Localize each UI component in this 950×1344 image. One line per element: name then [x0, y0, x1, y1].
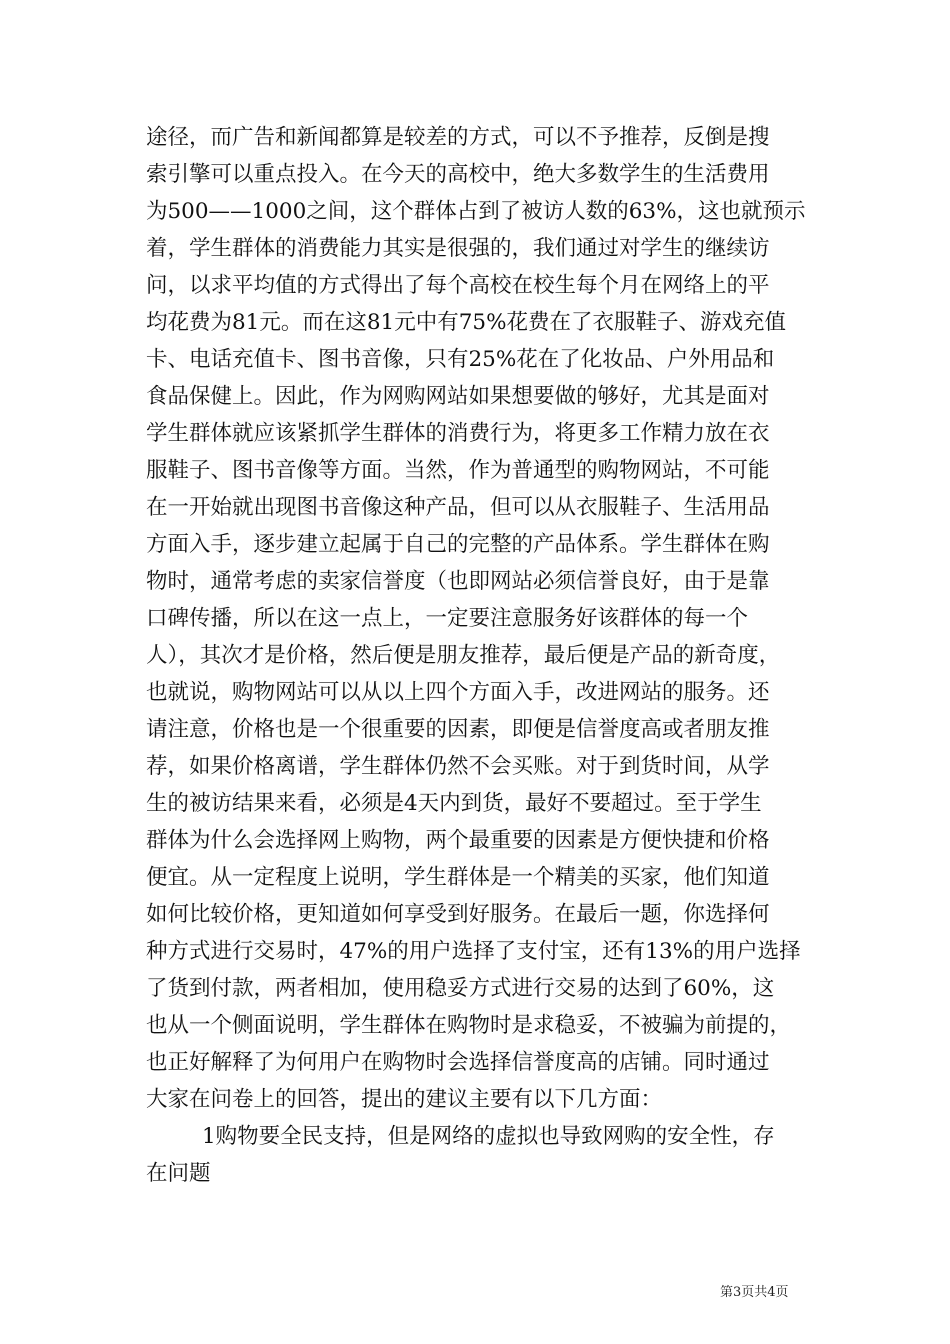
text-line: 物时，通常考虑的卖家信誉度（也即网站必须信誉良好，由于是靠 — [146, 569, 770, 594]
text-line: 在一开始就出现图书音像这种产品，但可以从衣服鞋子、生活用品 — [146, 495, 770, 520]
text-line: 种方式进行交易时，47%的用户选择了支付宝，还有13%的用户选择 — [146, 939, 801, 964]
text-line: 为500——1000之间，这个群体占到了被访人数的63%，这也就预示 — [146, 199, 806, 224]
text-line: 方面入手，逐步建立起属于自己的完整的产品体系。学生群体在购 — [146, 532, 770, 557]
text-line: 卡、电话充值卡、图书音像，只有25%花在了化妆品、户外用品和 — [146, 347, 775, 372]
text-line: 人），其次才是价格，然后便是朋友推荐，最后便是产品的新奇度， — [146, 643, 781, 668]
text-line: 如何比较价格，更知道如何享受到好服务。在最后一题，你选择何 — [146, 902, 770, 927]
text-line: 着，学生群体的消费能力其实是很强的，我们通过对学生的继续访 — [146, 236, 770, 261]
list-item-1-line: 1购物要全民支持，但是网络的虚拟也导致网购的安全性，存 — [202, 1124, 775, 1149]
text-line: 也就说，购物网站可以从以上四个方面入手，改进网站的服务。还 — [146, 680, 770, 705]
text-line: 食品保健上。因此，作为网购网站如果想要做的够好，尤其是面对 — [146, 384, 770, 409]
text-line: 学生群体就应该紧抓学生群体的消费行为，将更多工作精力放在衣 — [146, 421, 770, 446]
text-line: 便宜。从一定程度上说明，学生群体是一个精美的买家，他们知道 — [146, 865, 770, 890]
text-line: 了货到付款，两者相加，使用稳妥方式进行交易的达到了60%，这 — [146, 976, 775, 1001]
text-line: 群体为什么会选择网上购物，两个最重要的因素是方便快捷和价格 — [146, 828, 770, 853]
text-line: 口碑传播，所以在这一点上，一定要注意服务好该群体的每一个 — [146, 606, 749, 631]
text-line: 途径，而广告和新闻都算是较差的方式，可以不予推荐，反倒是搜 — [146, 125, 770, 150]
text-line: 请注意，价格也是一个很重要的因素，即便是信誉度高或者朋友推 — [146, 717, 770, 742]
text-line: 问，以求平均值的方式得出了每个高校在校生每个月在网络上的平 — [146, 273, 770, 298]
text-line: 索引擎可以重点投入。在今天的高校中，绝大多数学生的生活费用 — [146, 162, 770, 187]
text-line: 也正好解释了为何用户在购物时会选择信誉度高的店铺。同时通过 — [146, 1050, 770, 1075]
text-line: 生的被访结果来看，必须是4天内到货，最好不要超过。至于学生 — [146, 791, 762, 816]
list-item-1-continuation: 在问题 — [146, 1161, 211, 1186]
text-line: 也从一个侧面说明，学生群体在购物时是求稳妥，不被骗为前提的， — [146, 1013, 792, 1038]
text-line: 服鞋子、图书音像等方面。当然，作为普通型的购物网站，不可能 — [146, 458, 770, 483]
text-line: 大家在问卷上的回答，提出的建议主要有以下几方面： — [146, 1087, 663, 1112]
page-number-footer: 第3页共4页 — [720, 1285, 789, 1300]
text-line: 荐，如果价格离谱，学生群体仍然不会买账。对于到货时间，从学 — [146, 754, 770, 779]
body-text — [146, 119, 806, 1192]
text-line: 均花费为81元。而在这81元中有75%花费在了衣服鞋子、游戏充值 — [146, 310, 787, 335]
